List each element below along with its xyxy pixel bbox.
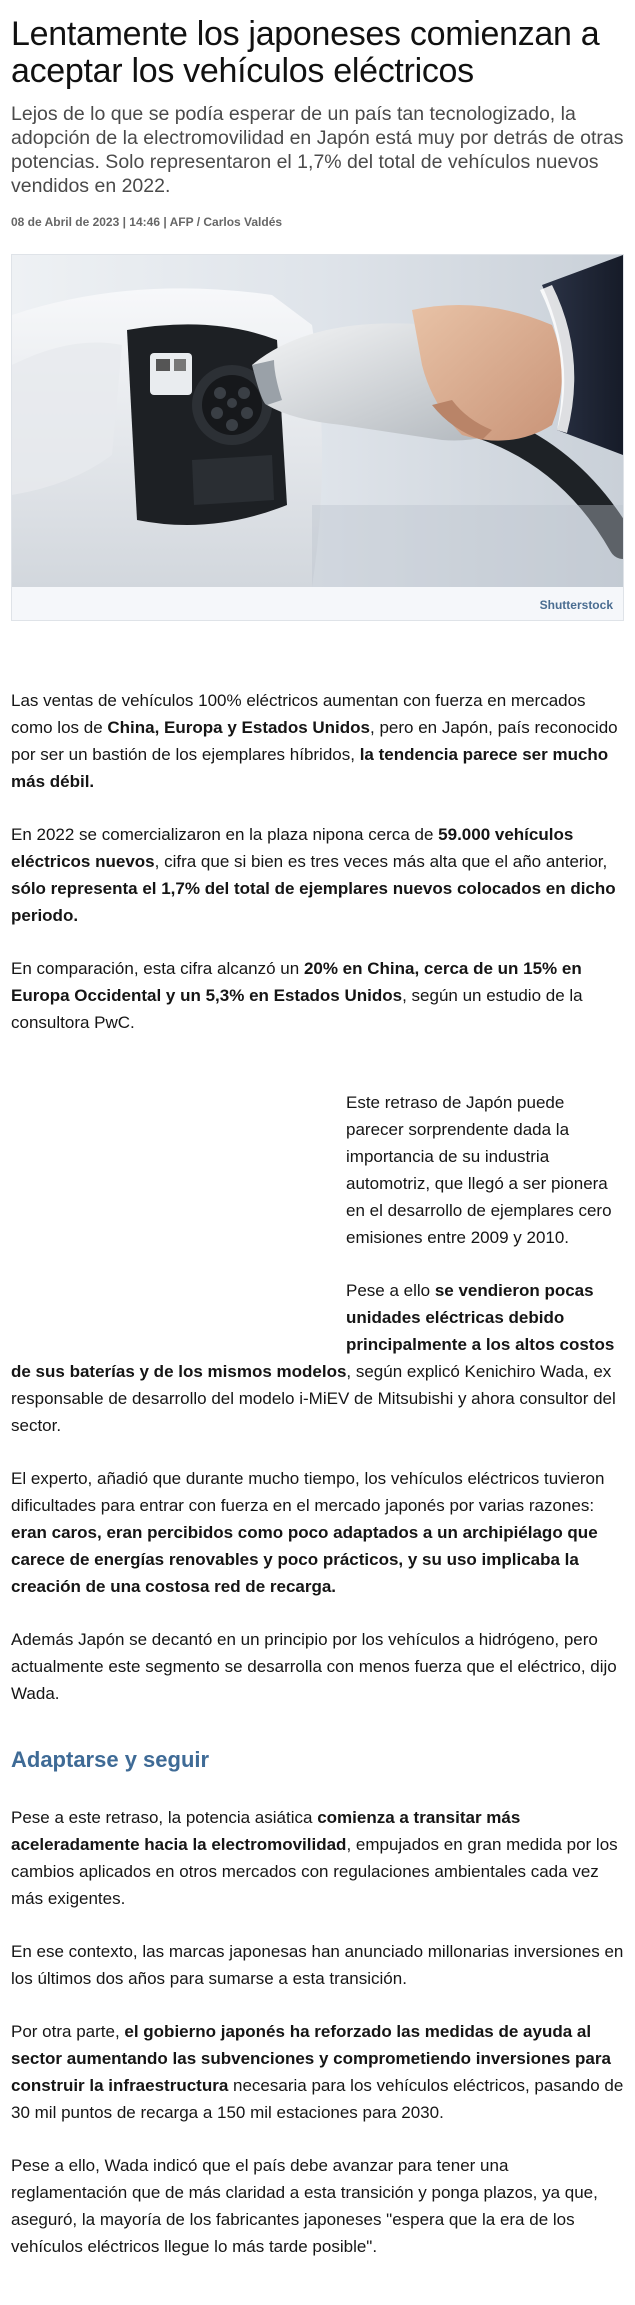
p2-bold-d: sólo representa el 1,7% del total de ejemplares nuevos colocados en dicho periodo. (11, 879, 616, 925)
paragraph-3 (11, 955, 624, 1036)
section-subheading: Adaptarse y seguir (11, 1747, 210, 1772)
paragraph-9: En ese contexto, las marcas japonesas han anunciado millonarias inversiones en los últimos dos años para sumarse a esta transición. (11, 1942, 624, 1988)
p2-text-a: En 2022 se comercializaron en la plaza nipona cerca de (11, 825, 439, 844)
paragraph-4: Este retraso de Japón puede parecer sorprendente dada la importancia de su industria automotriz, que llegó a ser pionera en el desarrollo de ejemplares cero emisiones entre 2009 y 2010. (346, 1093, 612, 1247)
paragraph-10 (11, 2018, 624, 2126)
p10-text-a: Por otra parte, (11, 2022, 125, 2041)
p1-bold-b: China, Europa y Estados Unidos (107, 718, 370, 737)
p2-text-c: , cifra que si bien es tres veces más alta que el año anterior, (154, 852, 608, 871)
p6-bold-b: eran caros, eran percibidos como poco adaptados a un archipiélago que carece de energías renovables y poco prácticos, y su uso implicaba la creación de una costosa red de recarga. (11, 1523, 598, 1596)
article-lead: Lejos de lo que se podía esperar de un país tan tecnologizado, la adopción de la electromovilidad en Japón está muy por detrás de otras potencias. Solo representaron el 1,7% del total de vehículos nuevos vendidos en 2022. (11, 103, 624, 197)
p5-text-c: , según explicó Kenichiro Wada, ex responsable de desarrollo del modelo i-MiEV de Mitsubishi y ahora consultor del sector. (11, 1362, 616, 1435)
p6-text-a: El experto, añadió que durante mucho tiempo, los vehículos eléctricos tuvieron dificultades para entrar con fuerza en el mercado japonés por varias razones: (11, 1469, 605, 1515)
p8-text-a: Pese a este retraso, la potencia asiática (11, 1808, 318, 1827)
p10-text-c: necesaria para los vehículos eléctricos, pasando de 30 mil puntos de recarga a 150 mil estaciones para 2030. (11, 2076, 624, 2122)
paragraph-1 (11, 687, 624, 795)
p1-bold-d: la tendencia parece ser mucho más débil. (11, 745, 609, 791)
p3-text-a: En comparación, esta cifra alcanzó un (11, 959, 304, 978)
article-title: Lentamente los japoneses comienzan a aceptar los vehículos eléctricos (11, 15, 600, 90)
p5-text-a: Pese a ello (346, 1281, 435, 1300)
p5-bold-b: se vendieron pocas unidades eléctricas debido principalmente a los altos costos de sus baterías y de los mismos modelos (11, 1281, 615, 1381)
paragraph-7: Además Japón se decantó en un principio por los vehículos a hidrógeno, pero actualmente este segmento se desarrolla con menos fuerza que el eléctrico, dijo Wada. (11, 1630, 617, 1703)
paragraph-6 (11, 1465, 624, 1600)
p3-text-c: , según un estudio de la consultora PwC. (11, 986, 583, 1032)
p1-text-c: , pero en Japón, país reconocido por ser un bastión de los ejemplares híbridos, (11, 718, 618, 764)
p8-bold-b: comienza a transitar más aceleradamente hacia la electromovilidad (11, 1808, 521, 1854)
ad-placeholder (11, 1089, 346, 1344)
p2-bold-b: 59.000 vehículos eléctricos nuevos (11, 825, 574, 871)
p10-bold-b: el gobierno japonés ha reforzado las medidas de ayuda al sector aumentando las subvenciones y comprometiendo inversiones para construir la infraestructura (11, 2022, 611, 2095)
article-body (11, 687, 624, 2260)
article-meta: 08 de Abril de 2023 | 14:46 | AFP / Carlos Valdés (11, 215, 283, 229)
image-credit: Shutterstock (539, 598, 613, 612)
p3-bold-b: 20% en China, cerca de un 15% en Europa Occidental y un 5,3% en Estados Unidos (11, 959, 582, 1005)
paragraph-8 (11, 1804, 624, 1912)
ev-charging-photo (12, 255, 623, 587)
p8-text-c: , empujados en gran medida por los cambios aplicados en otros mercados con regulaciones ambientales cada vez más exigentes. (11, 1835, 618, 1908)
paragraph-11: Pese a ello, Wada indicó que el país debe avanzar para tener una reglamentación que de más claridad a esta transición y ponga plazos, ya que, aseguró, la mayoría de los fabricantes japoneses "espera que la era de los vehículos eléctricos llegue lo más tarde posible". (11, 2156, 598, 2256)
ad-wrap-section (11, 1089, 624, 1439)
article-figure (11, 254, 624, 621)
article (0, 16, 635, 2260)
paragraph-2 (11, 821, 624, 929)
p1-text-a: Las ventas de vehículos 100% eléctricos aumentan con fuerza en mercados como los de (11, 691, 586, 737)
